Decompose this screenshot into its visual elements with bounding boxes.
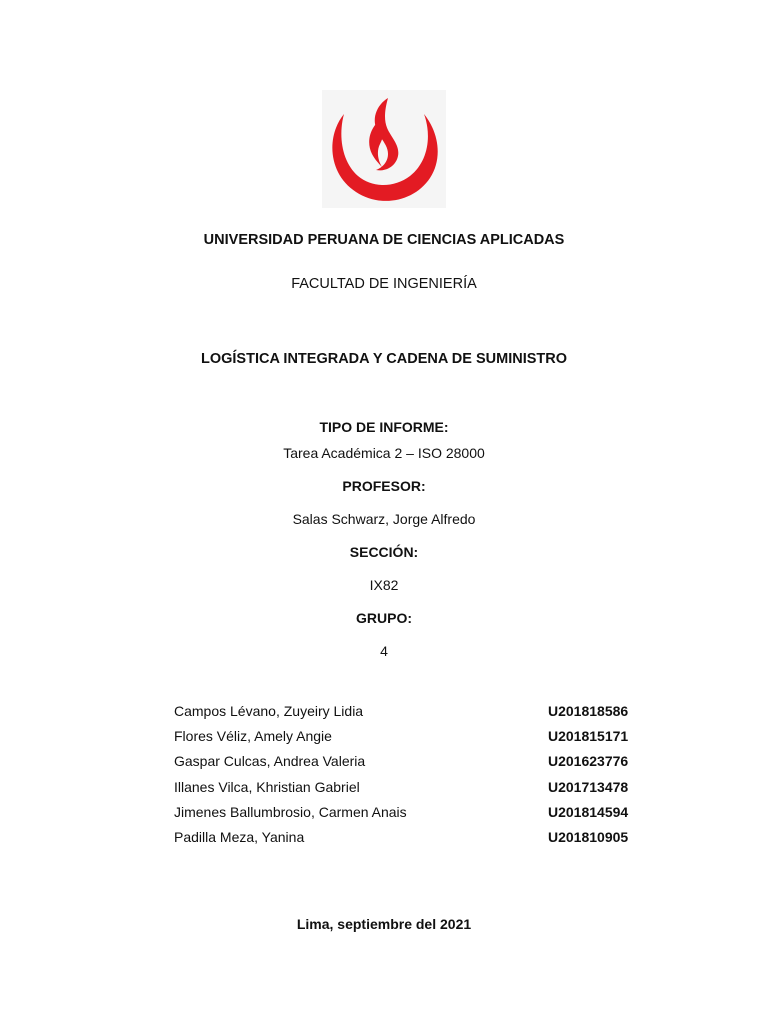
- member-name: Jimenes Ballumbrosio, Carmen Anais: [174, 803, 407, 820]
- section-label: SECCIÓN:: [349, 544, 419, 560]
- member-name: Illanes Vilca, Khristian Gabriel: [174, 778, 360, 795]
- university-logo-icon: [322, 90, 446, 208]
- member-code: U201818586: [548, 703, 629, 719]
- course-title: LOGÍSTICA INTEGRADA Y CADENA DE SUMINISTRO: [200, 351, 567, 367]
- member-code: U201810905: [548, 828, 629, 845]
- section-value: IX82: [369, 577, 399, 593]
- university-name: UNIVERSIDAD PERUANA DE CIENCIAS APLICADAS: [203, 232, 565, 248]
- members-list: [174, 702, 634, 853]
- member-row: [174, 778, 634, 803]
- member-row: [174, 752, 634, 777]
- member-name: Campos Lévano, Zuyeiry Lidia: [174, 703, 364, 719]
- place-date: Lima, septiembre del 2021: [296, 916, 472, 932]
- report-type-value: Tarea Académica 2 – ISO 28000: [283, 445, 485, 461]
- member-row: [174, 727, 634, 752]
- member-code: U201623776: [548, 753, 629, 770]
- group-value: 4: [380, 643, 388, 659]
- report-type-label: TIPO DE INFORME:: [319, 419, 449, 435]
- professor-value: Salas Schwarz, Jorge Alfredo: [292, 511, 476, 527]
- member-name: Gaspar Culcas, Andrea Valeria: [174, 753, 366, 770]
- member-row: [174, 803, 634, 828]
- member-code: U201713478: [548, 778, 629, 795]
- member-name: Padilla Meza, Yanina: [174, 828, 305, 845]
- professor-label: PROFESOR:: [342, 478, 426, 494]
- member-row: [174, 702, 634, 727]
- member-code: U201814594: [548, 803, 629, 820]
- faculty-name: FACULTAD DE INGENIERÍA: [291, 276, 477, 292]
- member-code: U201815171: [548, 728, 629, 745]
- member-name: Flores Véliz, Amely Angie: [174, 728, 332, 745]
- member-row: [174, 828, 634, 853]
- group-label: GRUPO:: [356, 610, 412, 626]
